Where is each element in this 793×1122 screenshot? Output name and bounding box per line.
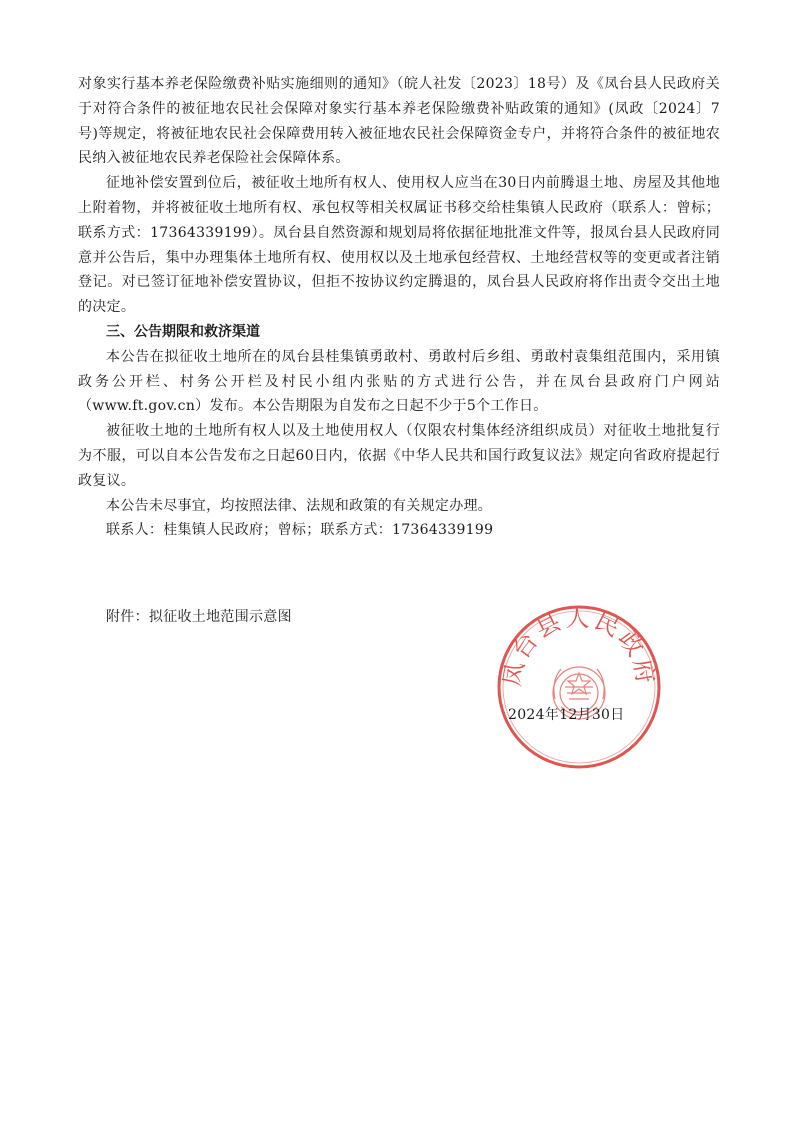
paragraph-administrative-review: 被征收土地的土地所有权人以及土地使用权人（仅限农村集体经济组织成员）对征收土地批复行为不服，可以自本公告发布之日起60日内，依据《中华人民共和国行政复议法》规定向省政府提起行政复议。 bbox=[78, 423, 720, 489]
paragraph-policy-reference: 对象实行基本养老保险缴费补贴实施细则的通知》（皖人社发〔2023〕18号）及《凤台县人民政府关于对符合条件的被征地农民社会保障对象实行基本养老保险缴费补贴政策的通知》(凤政〔2024〕7号)等规定，将被征地农民社会保障费用转入被征地农民社会保障资金专户，并将符合条件的被征地农民纳入被征地农民养老保险社会保障体系。 bbox=[78, 76, 720, 167]
paragraph-contact: 联系人：桂集镇人民政府；曾标；联系方式：17364339199 bbox=[106, 522, 494, 539]
section-heading-notice-period: 三、公告期限和救济渠道 bbox=[106, 323, 260, 340]
issue-date: 2024年12月30日 bbox=[508, 707, 625, 723]
paragraph-other-matters: 本公告未尽事宜，均按照法律、法规和政策的有关规定办理。 bbox=[106, 497, 493, 514]
attachment-note: 附件：拟征收土地范围示意图 bbox=[106, 609, 292, 625]
seal-text: 凤台县人民政府 bbox=[497, 603, 661, 689]
document-body bbox=[78, 72, 720, 543]
official-seal bbox=[495, 603, 663, 771]
paragraph-notice-scope: 本公告在拟征收土地所在的凤台县桂集镇勇敢村、勇敢村后乡组、勇敢村袁集组范围内，采用镇政务公开栏、村务公开栏及村民小组内张贴的方式进行公告，并在凤台县政府门户网站（www.ft.gov.cn）发布。本公告期限为自发布之日起不少于5个工作日。 bbox=[78, 348, 720, 415]
paragraph-land-handover: 征地补偿安置到位后，被征收土地所有权人、使用权人应当在30日内前腾退土地、房屋及其他地上附着物，并将被征收土地所有权、承包权等相关权属证书移交给桂集镇人民政府（联系人：曾标；联系方式：17364339199）。凤台县自然资源和规划局将依据征地批准文件等，报凤台县人民政府同意并公告后，集中办理集体土地所有权、使用权以及土地承包经营权、土地经营权等的变更或者注销登记。对已签订征地补偿安置协议，但拒不按协议约定腾退的，凤台县人民政府将作出责令交出土地的决定。 bbox=[78, 175, 720, 316]
